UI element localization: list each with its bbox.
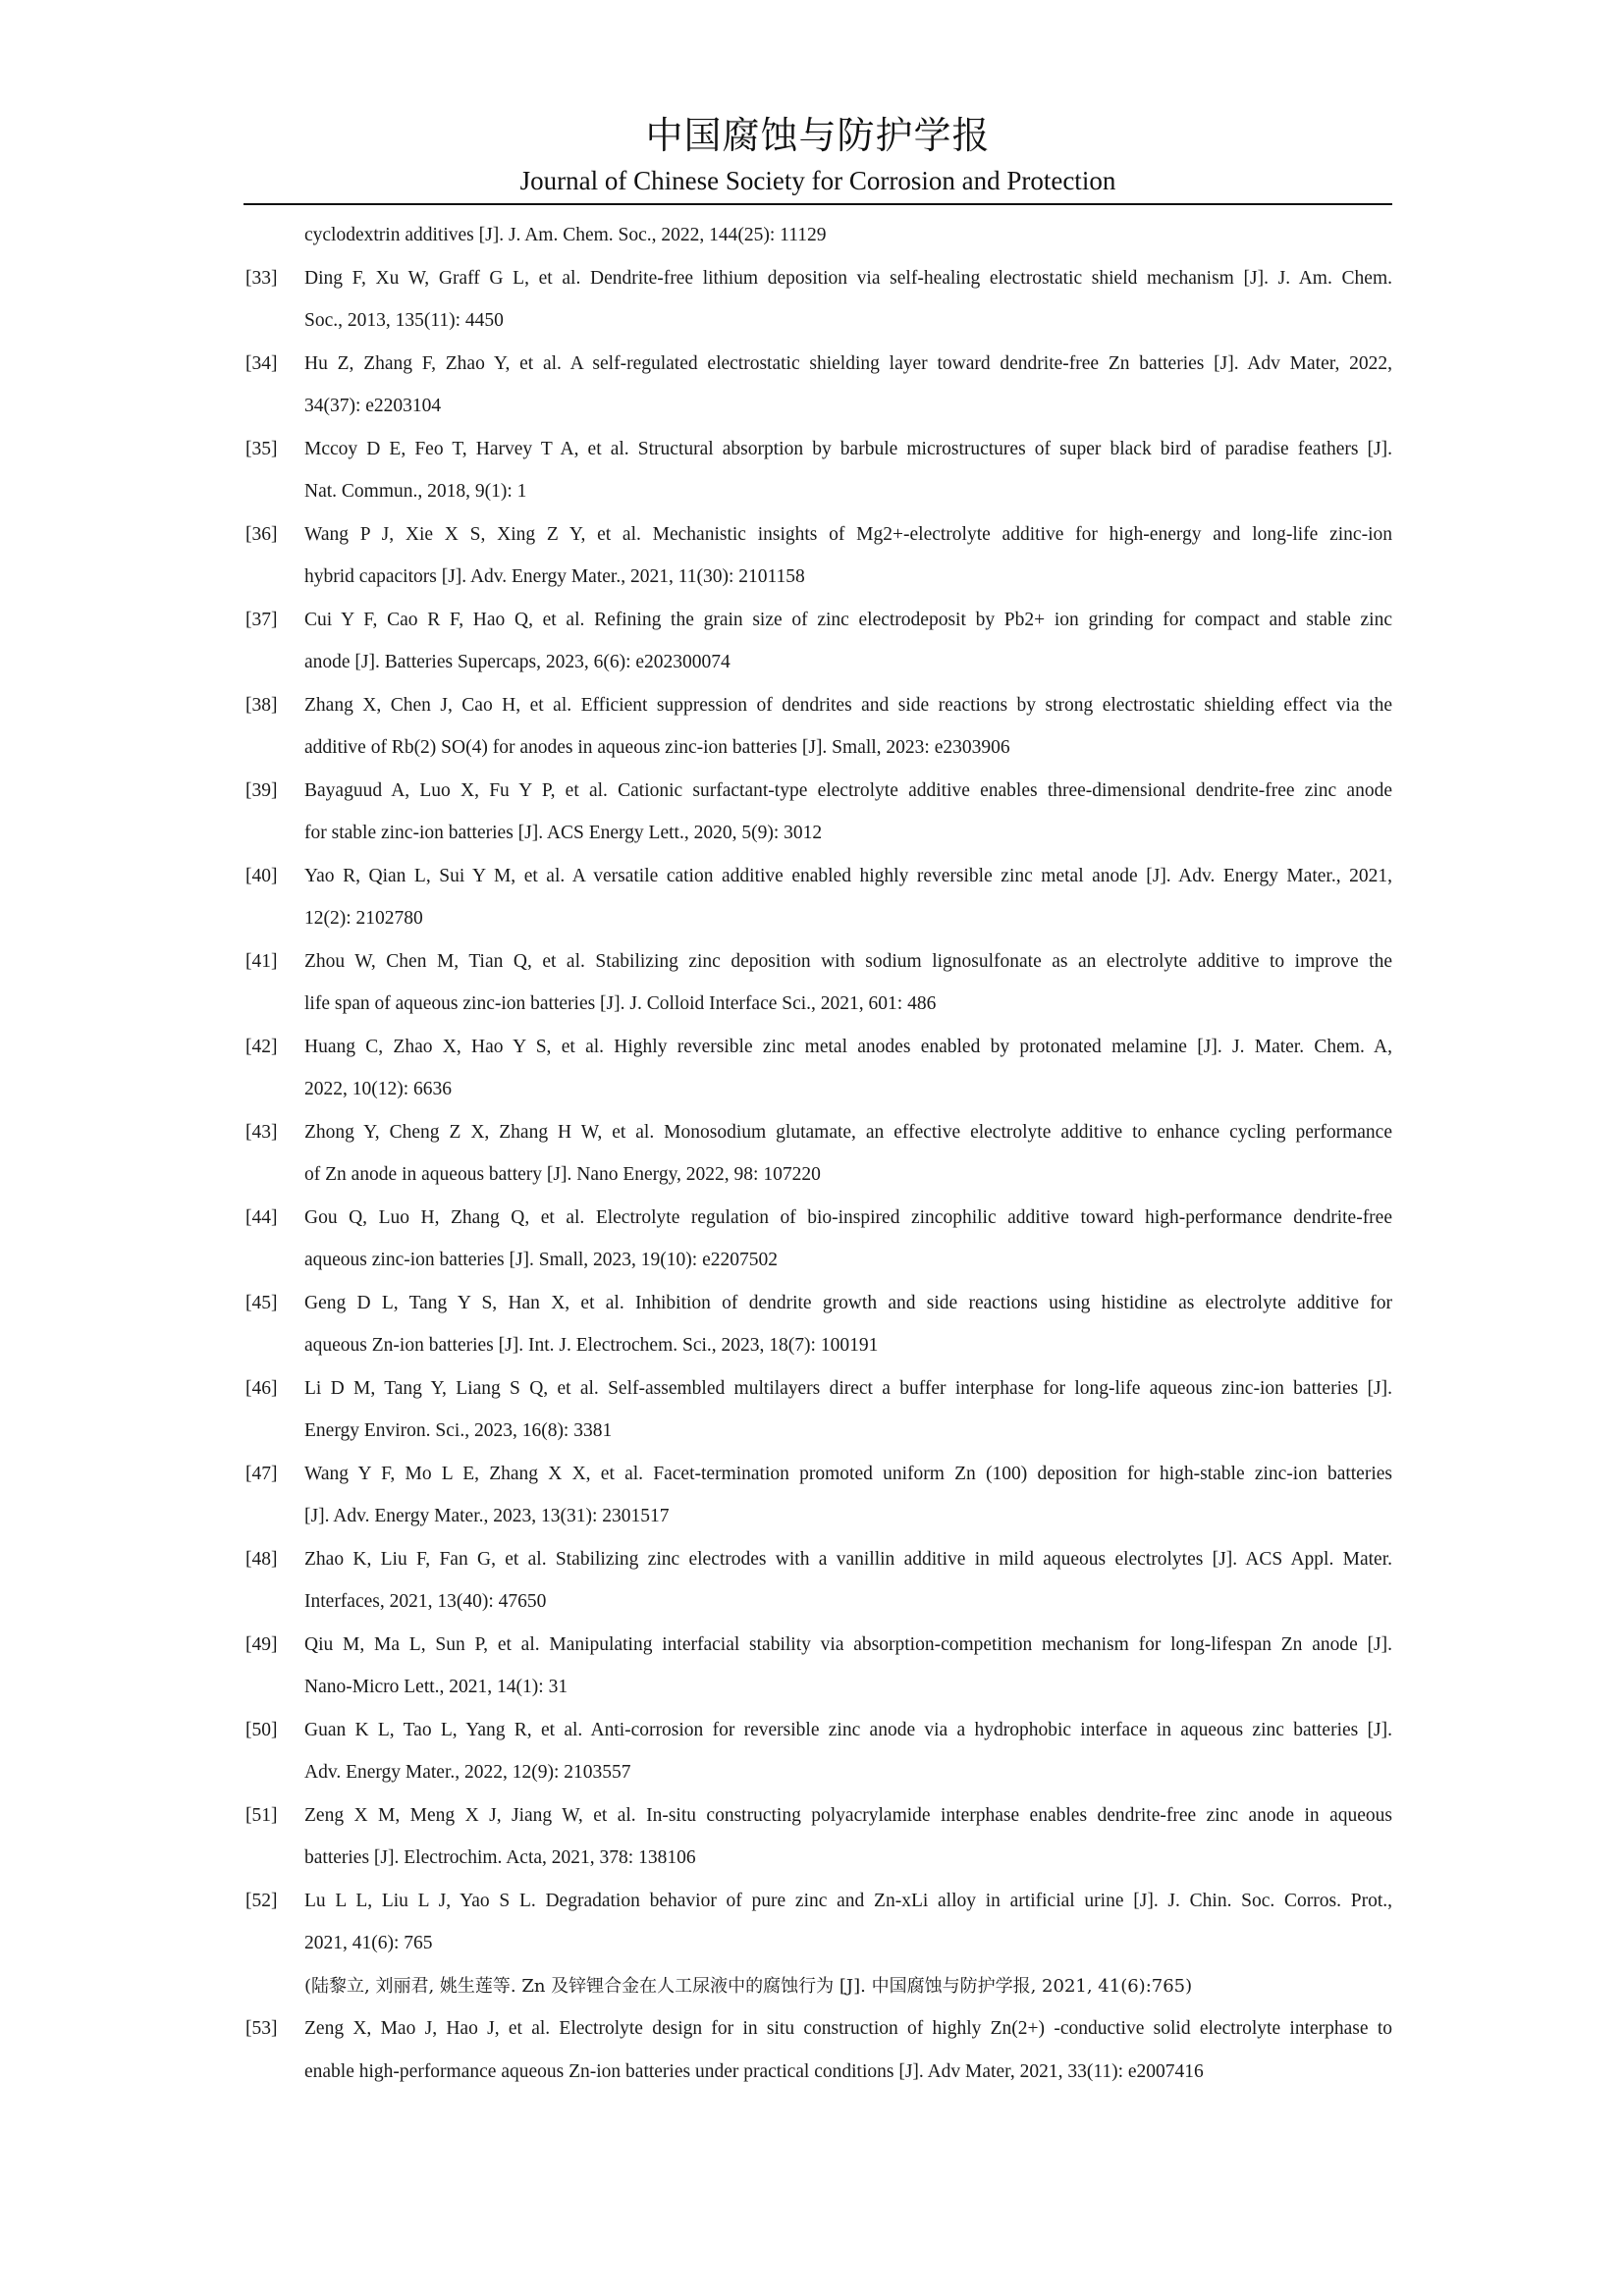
reference-text — [304, 1538, 1392, 1624]
reference-line: Wang P J, Xie X S, Xing Z Y, et al. Mechanistic insights of Mg2+-electrolyte additive for high-energy and long-life zinc-ion — [304, 523, 1392, 545]
journal-title-en: Journal of Chinese Society for Corrosion and Protection — [519, 166, 1116, 195]
reference-text — [304, 2007, 1392, 2093]
reference-line: Mccoy D E, Feo T, Harvey T A, et al. Structural absorption by barbule microstructures of super black bird of paradise feathers [J]. — [304, 438, 1392, 459]
reference-text — [304, 684, 1392, 770]
reference-line: Nat. Commun., 2018, 9(1): 1 — [304, 481, 527, 502]
reference-text — [304, 599, 1392, 684]
reference-line: for stable zinc-ion batteries [J]. ACS Energy Lett., 2020, 5(9): 3012 — [304, 823, 823, 843]
reference-number: [52] — [245, 1890, 278, 1911]
reference-item — [245, 257, 1392, 343]
reference-item — [245, 1026, 1392, 1111]
reference-item — [245, 1794, 1392, 1880]
reference-text — [304, 1794, 1392, 1880]
reference-line: cyclodextrin additives [J]. J. Am. Chem. Soc., 2022, 144(25): 11129 — [304, 225, 827, 245]
reference-line: additive of Rb(2) SO(4) for anodes in aqueous zinc-ion batteries [J]. Small, 2023: e2303906 — [304, 737, 1010, 758]
reference-line: Wang Y F, Mo L E, Zhang X X, et al. Facet-termination promoted uniform Zn (100) deposition for high-stable zinc-ion batteries — [304, 1463, 1392, 1484]
reference-line: Cui Y F, Cao R F, Hao Q, et al. Refining the grain size of zinc electrodeposit by Pb2+ ion grinding for compact and stable zinc — [304, 609, 1392, 630]
reference-line: Hu Z, Zhang F, Zhao Y, et al. A self-regulated electrostatic shielding layer toward dendrite-free Zn batteries [J]. Adv Mater, 2022, — [304, 352, 1392, 374]
reference-number: [44] — [245, 1206, 278, 1228]
reference-line: 2022, 10(12): 6636 — [304, 1079, 453, 1099]
reference-line: anode [J]. Batteries Supercaps, 2023, 6(6): e202300074 — [304, 652, 731, 672]
reference-item — [245, 2007, 1392, 2093]
reference-number: [37] — [245, 609, 278, 630]
reference-line: Interfaces, 2021, 13(40): 47650 — [304, 1591, 547, 1612]
reference-line: aqueous Zn-ion batteries [J]. Int. J. Electrochem. Sci., 2023, 18(7): 100191 — [304, 1335, 879, 1356]
reference-line: Energy Environ. Sci., 2023, 16(8): 3381 — [304, 1420, 613, 1441]
reference-number: [47] — [245, 1463, 278, 1484]
reference-line: 12(2): 2102780 — [304, 908, 423, 929]
reference-number: [53] — [245, 2018, 278, 2039]
reference-line: batteries [J]. Electrochim. Acta, 2021, 378: 138106 — [304, 1847, 696, 1868]
reference-number: [43] — [245, 1121, 278, 1143]
reference-line: life span of aqueous zinc-ion batteries [J]. J. Colloid Interface Sci., 2021, 601: 486 — [304, 993, 937, 1014]
reference-item — [245, 1111, 1392, 1197]
reference-line: of Zn anode in aqueous battery [J]. Nano Energy, 2022, 98: 107220 — [304, 1164, 821, 1185]
reference-item — [245, 428, 1392, 513]
reference-line: aqueous zinc-ion batteries [J]. Small, 2023, 19(10): e2207502 — [304, 1250, 778, 1270]
journal-title-cn: 中国腐蚀与防护学报 — [645, 114, 991, 157]
reference-line: Nano-Micro Lett., 2021, 14(1): 31 — [304, 1677, 568, 1697]
reference-line: Guan K L, Tao L, Yang R, et al. Anti-corrosion for reversible zinc anode via a hydrophobic interface in aqueous zinc batteries [J]. — [304, 1719, 1392, 1740]
reference-line: Zhao K, Liu F, Fan G, et al. Stabilizing zinc electrodes with a vanillin additive in mild aqueous electrolytes [J]. ACS Appl. Mater. — [304, 1548, 1392, 1570]
reference-text — [304, 855, 1392, 940]
reference-text — [304, 343, 1392, 428]
reference-text — [304, 214, 1392, 257]
reference-line: Qiu M, Ma L, Sun P, et al. Manipulating interfacial stability via absorption-competition mechanism for long-lifespan Zn anode [J]. — [304, 1633, 1392, 1655]
reference-line: Li D M, Tang Y, Liang S Q, et al. Self-assembled multilayers direct a buffer interphase for long-life aqueous zinc-ion batteries [J]. — [304, 1377, 1392, 1399]
reference-number: [34] — [245, 352, 278, 374]
reference-line: [J]. Adv. Energy Mater., 2023, 13(31): 2301517 — [304, 1506, 670, 1526]
reference-item — [245, 1367, 1392, 1453]
reference-line: Zhang X, Chen J, Cao H, et al. Efficient suppression of dendrites and side reactions by strong electrostatic shielding effect via the — [304, 694, 1392, 716]
reference-line: Zhong Y, Cheng Z X, Zhang H W, et al. Monosodium glutamate, an effective electrolyte additive to enhance cycling performance — [304, 1121, 1392, 1143]
reference-text — [304, 1709, 1392, 1794]
reference-text — [304, 1026, 1392, 1111]
reference-text — [304, 940, 1392, 1026]
reference-number: [51] — [245, 1804, 278, 1826]
reference-number: [35] — [245, 438, 278, 459]
reference-number: [38] — [245, 694, 278, 716]
reference-line: hybrid capacitors [J]. Adv. Energy Mater., 2021, 11(30): 2101158 — [304, 566, 805, 587]
reference-line: Zeng X, Mao J, Hao J, et al. Electrolyte design for in situ construction of highly Zn(2+) -conductive solid electrolyte interphase to — [304, 2018, 1392, 2039]
reference-item — [245, 1538, 1392, 1624]
reference-line: Gou Q, Luo H, Zhang Q, et al. Electrolyte regulation of bio-inspired zincophilic additive toward high-performance dendrite-free — [304, 1206, 1392, 1228]
reference-line: Zhou W, Chen M, Tian Q, et al. Stabilizing zinc deposition with sodium lignosulfonate as an electrolyte additive to improve the — [304, 950, 1392, 972]
reference-number: [45] — [245, 1292, 278, 1313]
reference-text — [304, 1367, 1392, 1453]
reference-item — [245, 1197, 1392, 1282]
journal-header — [244, 110, 1392, 198]
reference-item — [245, 214, 1392, 257]
reference-number: [48] — [245, 1548, 278, 1570]
reference-line: Huang C, Zhao X, Hao Y S, et al. Highly reversible zinc metal anodes enabled by protonated melamine [J]. J. Mater. Chem. A, — [304, 1036, 1392, 1057]
reference-text — [304, 257, 1392, 343]
header-divider — [244, 203, 1392, 205]
reference-text — [304, 1624, 1392, 1709]
reference-item — [245, 1880, 1392, 2008]
reference-number: [33] — [245, 267, 278, 289]
reference-text — [304, 1453, 1392, 1538]
reference-item — [245, 770, 1392, 855]
reference-text — [304, 428, 1392, 513]
reference-list — [245, 214, 1392, 2093]
reference-item — [245, 1282, 1392, 1367]
reference-item — [245, 599, 1392, 684]
reference-item — [245, 855, 1392, 940]
reference-number: [39] — [245, 779, 278, 801]
reference-number: [46] — [245, 1377, 278, 1399]
reference-line: (陆黎立, 刘丽君, 姚生莲等. Zn 及锌锂合金在人工尿液中的腐蚀行为 [J]. 中国腐蚀与防护学报, 2021, 41(6):765) — [304, 1975, 1193, 1997]
reference-number: [50] — [245, 1719, 278, 1740]
reference-number: [42] — [245, 1036, 278, 1057]
reference-text — [304, 1282, 1392, 1367]
reference-line: Lu L L, Liu L J, Yao S L. Degradation behavior of pure zinc and Zn-xLi alloy in artificial urine [J]. J. Chin. Soc. Corros. Prot., — [304, 1890, 1392, 1911]
reference-number: [36] — [245, 523, 278, 545]
reference-line: 34(37): e2203104 — [304, 396, 442, 416]
reference-line: Soc., 2013, 135(11): 4450 — [304, 310, 504, 331]
reference-text — [304, 1197, 1392, 1282]
reference-number: [40] — [245, 865, 278, 886]
reference-line: Geng D L, Tang Y S, Han X, et al. Inhibition of dendrite growth and side reactions using histidine as electrolyte additive for — [304, 1292, 1392, 1313]
reference-line: 2021, 41(6): 765 — [304, 1933, 433, 1953]
reference-text — [304, 1111, 1392, 1197]
reference-line: Bayaguud A, Luo X, Fu Y P, et al. Cationic surfactant-type electrolyte additive enables three-dimensional dendrite-free zinc anode — [304, 779, 1392, 801]
reference-item — [245, 684, 1392, 770]
reference-text — [304, 770, 1392, 855]
reference-line: Zeng X M, Meng X J, Jiang W, et al. In-situ constructing polyacrylamide interphase enables dendrite-free zinc anode in aqueous — [304, 1804, 1392, 1826]
reference-item — [245, 513, 1392, 599]
reference-item — [245, 1709, 1392, 1794]
reference-item — [245, 940, 1392, 1026]
reference-text — [304, 513, 1392, 599]
reference-line: Ding F, Xu W, Graff G L, et al. Dendrite-free lithium deposition via self-healing electrostatic shield mechanism [J]. J. Am. Chem. — [304, 267, 1392, 289]
reference-line: Adv. Energy Mater., 2022, 12(9): 2103557 — [304, 1762, 631, 1783]
reference-line: Yao R, Qian L, Sui Y M, et al. A versatile cation additive enabled highly reversible zinc metal anode [J]. Adv. Energy Mater., 2021, — [304, 865, 1392, 886]
reference-line: enable high-performance aqueous Zn-ion batteries under practical conditions [J]. Adv Mater, 2021, 33(11): e2007416 — [304, 2060, 1204, 2082]
reference-item — [245, 1453, 1392, 1538]
reference-text — [304, 1880, 1392, 2008]
reference-number: [41] — [245, 950, 278, 972]
reference-number: [49] — [245, 1633, 278, 1655]
reference-item — [245, 343, 1392, 428]
reference-item — [245, 1624, 1392, 1709]
